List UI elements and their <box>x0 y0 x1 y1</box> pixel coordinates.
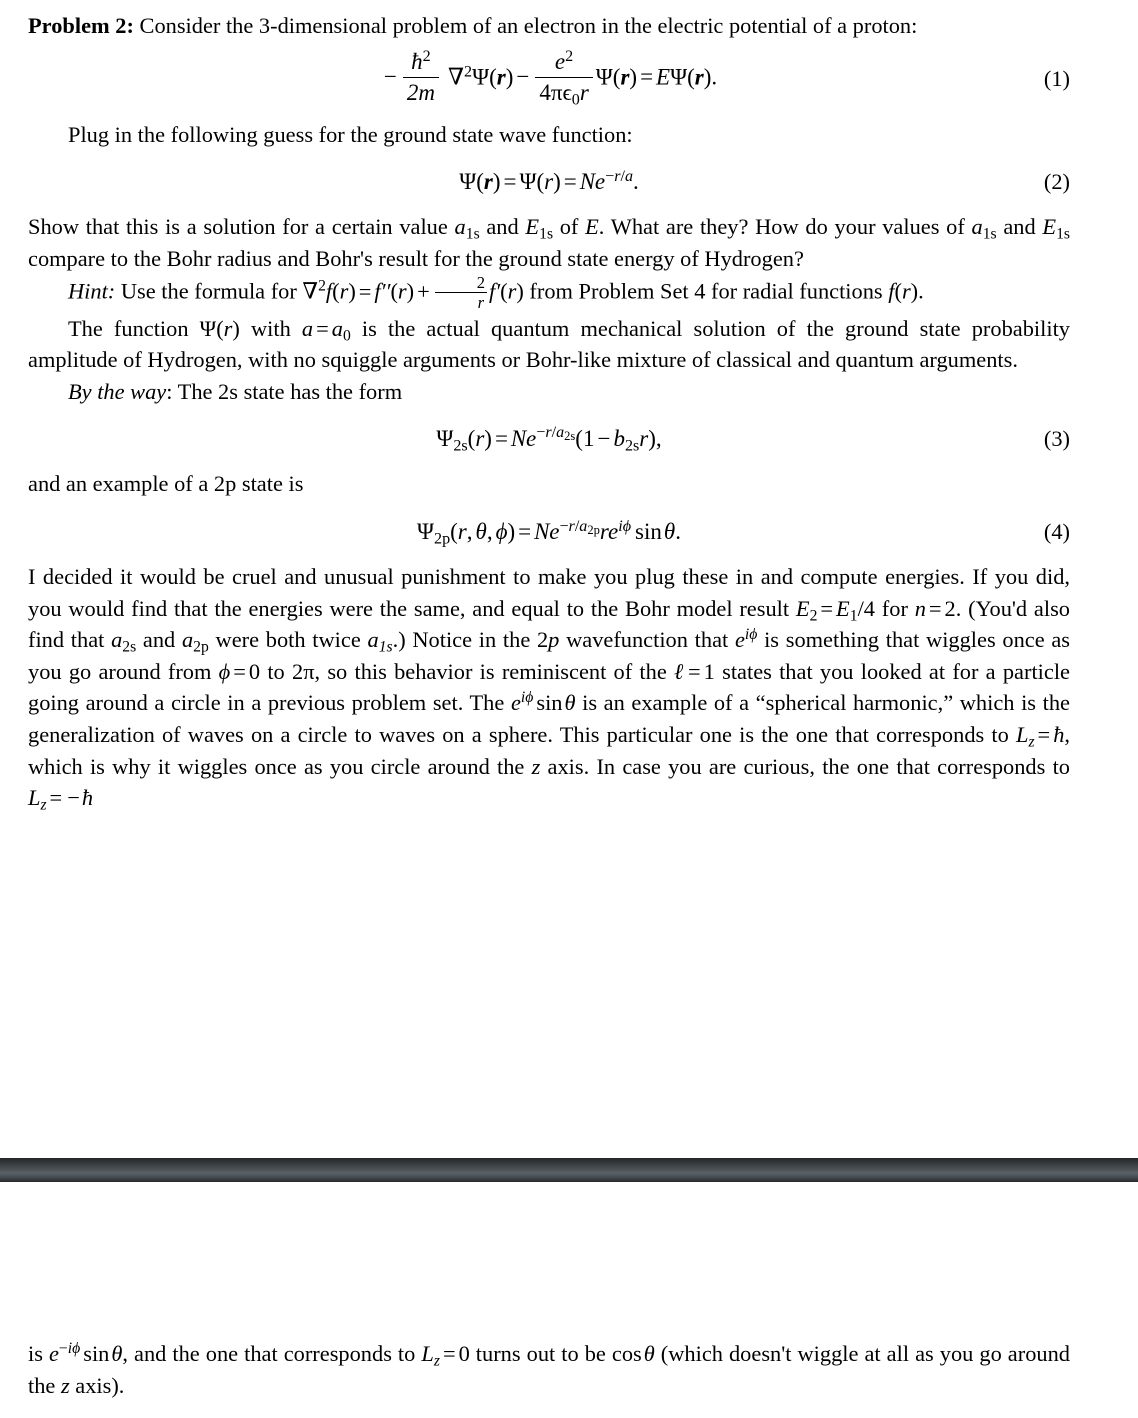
eq3-psi: Ψ <box>436 425 454 451</box>
final-seg6: .) Notice in the 2 <box>392 627 549 653</box>
eq4-exp-slash: / <box>574 518 580 536</box>
inline-a0-sub: 0 <box>342 327 351 345</box>
eq3-b-subscript: 2s <box>624 437 640 454</box>
inline-frac-denominator: r <box>477 292 485 312</box>
equation-2-number: (2) <box>1043 169 1070 195</box>
document-body-column <box>28 10 1070 814</box>
eq1-vector-r-2: r <box>620 64 630 90</box>
inline-r-4: r <box>901 278 911 304</box>
example-2p-paragraph: and an example of a 2p state is <box>28 470 304 496</box>
inline-a-1s-1-sub: 1s <box>465 225 480 243</box>
inline-a2s-sub: 2s <box>122 638 137 656</box>
inline-p: p <box>548 627 560 653</box>
bottom-sin: sin <box>83 1341 110 1366</box>
eq4-exp-a: a <box>579 518 588 536</box>
inline-n: n <box>914 595 926 621</box>
plug-in-paragraph: Plug in the following guess for the ground state wave function: <box>68 122 633 148</box>
final-seg7: wavefunction that <box>559 627 735 653</box>
inline-exp-phi-2: ϕ <box>525 689 534 707</box>
eq1-denominator-r: r <box>579 79 589 105</box>
equation-1-body: − $\frac{ħ^2}{2m}$ ∇$^2$Ψ(r) − $\frac{e^2}{4\pi\epsilon_0r}$ Ψ(r) = EΨ(r). <box>28 51 1070 108</box>
eq2-e: e <box>594 169 606 195</box>
by-the-way-seg1: : The 2s state has the form <box>166 378 403 404</box>
inline-exp-i-2: i <box>520 689 526 707</box>
show-that-seg5: compare to the Bohr radius and Bohr's result for the ground state energy of Hydrogen? <box>28 245 804 271</box>
bottom-seg2: , and the one that corresponds to <box>122 1341 422 1366</box>
inline-equals-phi: = <box>233 658 246 684</box>
eq3-exponent <box>536 424 576 444</box>
inline-a: a <box>301 315 314 341</box>
inline-r-2: r <box>397 278 407 304</box>
eq3-r2: r <box>639 425 649 451</box>
hint-seg1: Use the formula for <box>115 278 303 304</box>
inline-e-exponent-2 <box>521 690 533 707</box>
bottom-L-sub: z <box>433 1352 440 1370</box>
eq2-equals-1: = <box>503 169 517 195</box>
hint-label: Hint: <box>68 278 116 304</box>
eq2-exp-minus: − <box>605 168 615 186</box>
function-seg1: The function <box>68 315 200 341</box>
eq3-equals: = <box>494 425 508 451</box>
inline-r-3: r <box>507 278 517 304</box>
inline-L-2-sub: z <box>40 796 47 814</box>
eq1-hbar-denominator: 2m <box>406 79 435 105</box>
eq4-e2: e <box>608 519 619 545</box>
final-seg1: I decided it would be cruel and unusual punishment to make you plug these in and compute energies. If you did, you would find that the energies were the same, and equal to the Bohr model result <box>28 564 1070 621</box>
inline-a2s: a <box>111 627 123 653</box>
inline-f-4: f <box>888 278 895 304</box>
inline-one: 1 <box>703 658 715 684</box>
inline-hbar-2: ħ <box>81 785 94 811</box>
inline-ell: ℓ <box>674 658 686 684</box>
inline-E1-sub: 1 <box>849 607 858 625</box>
inline-theta-1: θ <box>564 690 576 716</box>
function-paragraph: The function Ψ(r) with $a = a_0$ is the actual quantum mechanical solution of the ground state probability amplitude of Hydrogen, with no squiggle arguments or Bohr-like mixture of classical and quantum arguments. <box>28 315 1070 373</box>
inline-e-exponent-1 <box>745 626 757 643</box>
final-seg4: and <box>136 627 182 653</box>
bottom-theta-2: θ <box>643 1341 655 1366</box>
eq3-minus: − <box>597 425 611 451</box>
eq4-exp-minus: − <box>559 518 569 536</box>
eq2-exp-a: a <box>624 168 633 186</box>
eq3-comma: , <box>655 425 662 451</box>
eq4-r2: r <box>599 519 608 545</box>
show-that-seg4: . What are they? How do your values of <box>598 214 972 240</box>
equation-4-body: $\Psi_{2p}(r$, θ, $\phi) = Ne^{-r/a_{2p}}re^{i\phi}$ sinθ. <box>417 518 681 548</box>
inline-plus-hint: + <box>417 278 430 304</box>
inline-equals-a: = <box>316 315 329 341</box>
bottom-equals: = <box>442 1341 456 1366</box>
eq2-exponent <box>605 168 633 185</box>
inline-nabla-exponent: 2 <box>318 277 326 295</box>
inline-equals-hint: = <box>358 278 372 304</box>
inline-exp-i-1: i <box>744 626 750 644</box>
bottom-L: L <box>421 1341 434 1366</box>
bottom-theta-1: θ <box>111 1341 123 1366</box>
inline-frac-numerator: 2 <box>435 274 487 293</box>
eq1-psi-1: Ψ <box>472 64 490 90</box>
inline-E-1s-1-sub: 1s <box>539 225 554 243</box>
eq4-normalization-N: Ν <box>534 519 550 545</box>
inline-equals-n: = <box>928 595 942 621</box>
eq4-exponent <box>559 518 599 535</box>
inline-twopi: 2π <box>292 658 315 684</box>
hint-paragraph: Hint: Use the formula for ∇$^2$f(r) = f′′(r) + $\frac{2}{r}$ f′(r) from Problem Set 4 for radial functions f(r). <box>68 272 924 312</box>
eq4-psi-subscript: 2p <box>434 530 451 548</box>
eq1-hbar-numerator <box>403 49 439 77</box>
eq1-coulomb-fraction <box>535 48 592 109</box>
eq3-normalization-N: Ν <box>510 425 527 451</box>
bottom-seg4: (which doesn't wiggle at all as you go around the <box>28 1341 1070 1398</box>
inline-f-2: f <box>374 278 381 304</box>
inline-psi-1: Ψ <box>199 315 217 341</box>
eq4-comma-2: , <box>486 519 493 545</box>
equation-1-number: (1) <box>1043 66 1070 92</box>
inline-E2: E <box>795 595 810 621</box>
eq1-vector-r-1: r <box>496 64 506 90</box>
equation-4-number: (4) <box>1043 519 1070 545</box>
eq4-r: r <box>457 519 467 545</box>
eq1-coulomb-denominator <box>535 78 592 109</box>
problem-label: Problem 2: <box>28 13 134 38</box>
final-seg10: , so this behavior is reminiscent of the <box>314 658 675 684</box>
final-seg14: axis. In case you are curious, the one that corresponds to <box>540 753 1070 779</box>
hint-seg3: . <box>918 278 924 304</box>
show-that-seg2: and <box>479 214 526 240</box>
inline-two-over-r-fraction <box>435 274 487 312</box>
eq3-exp-a-sub: 2s <box>564 429 576 444</box>
eq1-nabla: ∇ <box>447 64 465 90</box>
eq3-one: 1 <box>582 425 595 451</box>
eq1-energy-E: E <box>656 64 671 90</box>
eq4-e: e <box>549 519 560 545</box>
inline-f-prime: ′ <box>495 278 501 304</box>
inline-r-5: r <box>223 315 233 341</box>
inline-nabla: ∇ <box>302 278 319 304</box>
inline-a1s-3: a <box>367 627 379 653</box>
inline-a-1s-2-sub: 1s <box>982 225 997 243</box>
eq3-exp-minus: − <box>536 424 546 442</box>
next-page-paragraph <box>28 1338 1070 1401</box>
final-seg3: . (You'd also find that <box>28 595 1070 653</box>
eq1-minus-2: − <box>516 64 530 90</box>
inline-E-1s-1: E <box>525 214 540 240</box>
eq4-e2-exponent <box>618 518 631 535</box>
eq4-sin: sin <box>635 519 662 545</box>
show-that-seg3: of <box>553 214 586 240</box>
eq1-psi-2: Ψ <box>595 64 613 90</box>
inline-equals-L2: = <box>49 785 63 811</box>
final-seg8: is something that wiggles once as you go around from <box>28 627 1071 684</box>
final-seg12: is an example of a “spherical harmonic,” which is the generalization of waves on a circle to waves on a sphere. This particular one is the one that corresponds to <box>28 690 1070 748</box>
eq4-period: . <box>675 519 681 545</box>
bottom-exp-minus: − <box>58 1340 68 1358</box>
inline-e-2: e <box>510 690 521 716</box>
eq1-hbar-fraction <box>403 49 439 106</box>
final-seg9: to <box>260 658 292 684</box>
equation-3-row <box>28 426 1070 452</box>
inline-L-2: L <box>28 785 41 811</box>
spacer <box>28 42 1070 45</box>
eq1-hbar-exponent: 2 <box>422 48 431 66</box>
eq2-psi-2: Ψ <box>519 169 537 195</box>
by-the-way-label: By the way <box>68 378 167 404</box>
eq3-exp-a: a <box>556 424 565 442</box>
show-that-paragraph <box>28 211 1070 274</box>
inline-equals-ell: = <box>688 658 701 684</box>
inline-sin-1: sin <box>536 690 563 716</box>
eq4-psi: Ψ <box>417 519 435 545</box>
inline-r-1: r <box>339 278 349 304</box>
eq1-nabla-exponent: 2 <box>464 63 473 81</box>
eq3-psi-subscript: 2s <box>453 437 468 454</box>
closing-paragraph: I decided it would be cruel and unusual punishment to make you plug these in and compute energies. If you did, you would find that the energies were the same, and equal to the Bohr model result $E_2 = E_1/4$ for n = 2. (You'd also find that $a_{2s}$ and $a_{2p}$ were both twice $a_{1s}$.) Notice in the 2p wavefunction that $e^{i\phi}$ is something that wiggles once as you go around from ϕ = 0 to 2π, so this behavior is reminiscent of the ℓ = 1 states that you looked at for a particle going around a circle in a previous problem set. The $e^{i\phi}$ sinθ is an example of a “spherical harmonic,” which is the generalization of waves on a circle to waves on a sphere. This particular one is the one that corresponds to $L_z$ = ħ, which is why it wiggles once as you circle around the z axis. In case you are curious, the one that corresponds to $L_z$ = −ħ <box>28 564 1071 814</box>
inline-four: 4 <box>863 595 875 621</box>
eq4-exp-phi: ϕ <box>622 518 632 536</box>
eq2-exp-r: r <box>614 168 621 186</box>
bottom-seg5: axis). <box>69 1372 125 1398</box>
inline-E-1s-2: E <box>1042 214 1057 240</box>
eq4-exp-i: i <box>618 518 623 536</box>
inline-exp-phi-1: ϕ <box>749 626 758 644</box>
eq1-equals: = <box>640 64 654 90</box>
bottom-e: e <box>48 1341 59 1366</box>
inline-phi-var: ϕ <box>218 658 231 684</box>
next-page-column <box>28 1338 1070 1401</box>
inline-a2p: a <box>181 627 194 653</box>
inline-L-1: L <box>1016 722 1029 748</box>
problem-statement-paragraph <box>28 10 1070 42</box>
bottom-zero: 0 <box>458 1341 470 1366</box>
inline-E-1s-2-sub: 1s <box>1056 225 1071 243</box>
eq4-phi: ϕ <box>495 519 508 545</box>
show-that-seg2b: and <box>996 214 1043 240</box>
eq3-r: r <box>475 425 485 451</box>
eq4-theta: θ <box>475 519 487 545</box>
eq2-normalization-N: Ν <box>579 169 595 195</box>
final-seg11: states that you looked at for a particle going around a circle in a previous problem set. The <box>28 658 1070 716</box>
final-seg5: were both twice <box>208 627 368 653</box>
equation-2-body: $\Psi(r) = \Psi(r) = Ne^{-r/a}$. <box>459 168 639 195</box>
eq1-psi-3: Ψ <box>670 64 688 90</box>
inline-zero-1: 0 <box>248 658 261 684</box>
eq1-leading-minus: − <box>383 64 397 90</box>
equation-2-row <box>28 169 1070 195</box>
bottom-exp-i: i <box>67 1340 73 1358</box>
show-that-seg1: Show that this is a solution for a certain value <box>28 214 455 240</box>
inline-z-1: z <box>531 753 541 779</box>
inline-L-1-sub: z <box>1028 733 1035 751</box>
inline-f-double-prime: ′′ <box>380 278 391 304</box>
inline-a-1s-2: a <box>971 214 983 240</box>
bottom-z: z <box>60 1372 70 1398</box>
bottom-seg1: is <box>28 1341 49 1366</box>
eq4-equals: = <box>518 519 532 545</box>
eq1-4pi-epsilon: 4πϵ <box>539 79 572 105</box>
equation-3-body: $\Psi_{2s}(r) = Ne^{-r/a_{2s}}(1 - b_{2s}r)$, <box>436 424 662 454</box>
inline-e-1: e <box>734 627 745 653</box>
bottom-exp-phi: ϕ <box>72 1340 81 1358</box>
hint-seg2: from Problem Set 4 for radial functions <box>523 278 889 304</box>
eq3-b: b <box>613 425 625 451</box>
inline-n-value: 2 <box>944 595 956 621</box>
inline-E: E <box>585 214 599 240</box>
equation-4-row <box>28 518 1070 548</box>
eq4-sin-theta: θ <box>663 519 676 545</box>
eq4-exp-r: r <box>568 518 575 536</box>
eq2-period: . <box>633 169 639 195</box>
inline-a2p-sub: 2p <box>193 638 209 656</box>
eq1-epsilon-subscript: 0 <box>571 91 580 109</box>
function-seg2: with <box>239 315 302 341</box>
equation-1-row <box>28 48 1070 109</box>
eq3-e: e <box>526 425 537 451</box>
inline-a-1s-1: a <box>454 214 466 240</box>
bottom-cos: cos <box>611 1341 642 1366</box>
eq2-psi-1: Ψ <box>459 169 477 195</box>
bottom-seg3: turns out to be <box>469 1341 612 1366</box>
eq2-exp-slash: / <box>620 168 625 186</box>
eq1-hbar: ħ <box>411 49 423 75</box>
inline-minus-hbar: − <box>67 785 80 811</box>
eq4-exp-a-sub: 2p <box>587 522 600 537</box>
inline-E1: E <box>836 595 850 621</box>
final-seg13: , which is why it wiggles once as you circle around the <box>28 722 1070 779</box>
eq1-coulomb-numerator <box>535 49 592 77</box>
eq3-exp-r: r <box>545 424 552 442</box>
by-the-way-paragraph <box>28 376 1070 408</box>
inline-f-1: f <box>325 278 333 304</box>
inline-hbar-1: ħ <box>1053 722 1065 748</box>
eq2-scalar-r: r <box>544 169 554 195</box>
eq2-vector-r: r <box>483 169 493 195</box>
inline-equals-E2: = <box>820 595 834 621</box>
equation-3-number: (3) <box>1043 425 1070 451</box>
inline-E2-sub: 2 <box>809 607 818 625</box>
problem-intro-text: Consider the 3-dimensional problem of an electron in the electric potential of a proton: <box>133 13 918 38</box>
bottom-e-exponent <box>59 1340 80 1357</box>
eq1-e: e <box>554 49 566 75</box>
eq1-period: . <box>711 64 718 90</box>
eq1-e-exponent: 2 <box>565 48 574 66</box>
function-seg3: is the actual quantum mechanical solution of the ground state probability amplitude of Hydrogen, with no squiggle arguments or Bohr-like mixture of classical and quantum arguments. <box>28 315 1070 373</box>
page-break-separator <box>0 1158 1138 1182</box>
eq1-vector-r-3: r <box>694 64 704 90</box>
eq2-equals-2: = <box>563 169 577 195</box>
inline-a0: a <box>331 315 343 341</box>
eq4-comma-1: , <box>466 519 473 545</box>
inline-f-3: f <box>489 278 496 304</box>
eq3-exp-slash: / <box>551 424 557 442</box>
final-seg2: for <box>875 595 915 621</box>
inline-equals-L1: = <box>1037 722 1051 748</box>
inline-a1s-3-sub: 1s <box>378 638 393 656</box>
